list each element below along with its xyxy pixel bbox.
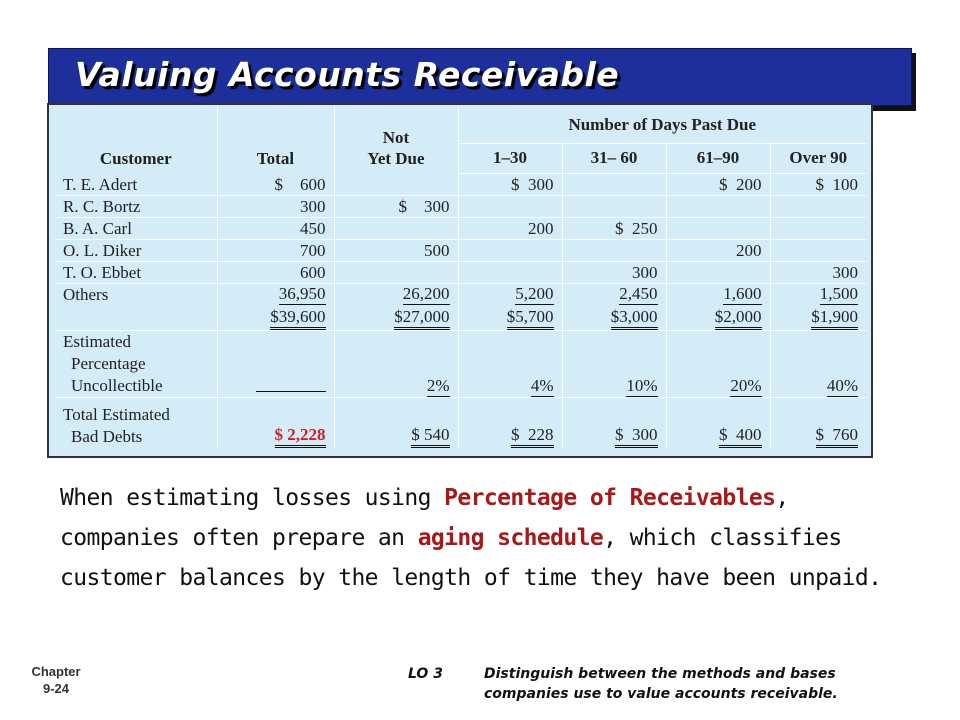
cell-notdue <box>334 173 458 195</box>
cell-31-60 <box>562 195 666 217</box>
not-yet-due-line1: Not <box>382 128 410 147</box>
bad-61-90-value: $ 400 <box>719 425 762 448</box>
cell-over-90: $ 100 <box>770 173 866 195</box>
percentage-label <box>55 331 217 398</box>
table-row <box>55 283 866 305</box>
cell-61-90 <box>666 217 770 239</box>
cell-31-60 <box>562 305 666 331</box>
cell-1-30 <box>458 305 562 331</box>
cell-empty <box>55 305 217 331</box>
cell-notdue <box>334 398 458 448</box>
cell-61-90 <box>666 195 770 217</box>
table-row <box>55 173 866 195</box>
cell-61-90: 200 <box>666 239 770 261</box>
title-bar <box>48 48 912 106</box>
cell-customer: R. C. Bortz <box>55 195 217 217</box>
bad-debts-row <box>55 398 866 448</box>
cell-notdue <box>334 217 458 239</box>
table-row <box>55 261 866 283</box>
cell-61-90 <box>666 283 770 305</box>
chapter-page-number: 9-24 <box>42 681 70 696</box>
cell-total: 600 <box>217 261 334 283</box>
cell-61-90 <box>666 398 770 448</box>
cell-total <box>217 398 334 448</box>
highlight-aging-schedule: aging schedule <box>417 525 604 551</box>
cell-over-90 <box>770 331 866 398</box>
chapter-label <box>26 663 86 697</box>
cell-over-90 <box>770 398 866 448</box>
chapter-text: Chapter <box>31 664 81 679</box>
body-text-part2: , companies often prepare an <box>60 485 789 551</box>
col-header-1-30: 1–30 <box>458 143 562 173</box>
slide-title: Valuing Accounts Receivable <box>75 55 620 94</box>
pct-label-line3: Uncollectible <box>71 376 163 395</box>
cell-1-30: $ 300 <box>458 173 562 195</box>
cell-31-60 <box>562 283 666 305</box>
aging-table <box>55 107 866 448</box>
table-row <box>55 239 866 261</box>
cell-61-90 <box>666 261 770 283</box>
table-row <box>55 217 866 239</box>
cell-1-30 <box>458 283 562 305</box>
cell-total: $ 600 <box>217 173 334 195</box>
col-header-61-90: 61–90 <box>666 143 770 173</box>
bad-1-30-value: $ 228 <box>511 425 554 448</box>
cell-total <box>217 283 334 305</box>
aging-schedule-table <box>47 103 873 458</box>
body-text-part3: , which classifies customer balances by the length of time they have been unpaid. <box>60 525 882 591</box>
col-header-over-90: Over 90 <box>770 143 866 173</box>
bad-label-line2: Bad Debts <box>71 426 143 446</box>
not-yet-due-line2: Yet Due <box>367 149 425 168</box>
bad-31-60-value: $ 300 <box>615 425 658 448</box>
cell-over-90 <box>770 217 866 239</box>
cell-total: 450 <box>217 217 334 239</box>
others-notdue-value: 26,200 <box>402 283 450 303</box>
cell-61-90 <box>666 331 770 398</box>
col-header-31-60: 31– 60 <box>562 143 666 173</box>
cell-61-90: $ 200 <box>666 173 770 195</box>
pct-61-90-value: 20% <box>730 376 762 395</box>
lo-text-line1: Distinguish between the methods and bases <box>484 666 836 682</box>
cell-customer: O. L. Diker <box>55 239 217 261</box>
cell-over-90 <box>770 305 866 331</box>
cell-notdue: $ 300 <box>334 195 458 217</box>
pct-1-30-value: 4% <box>530 376 554 395</box>
col-header-total: Total <box>217 107 334 173</box>
cell-total: 700 <box>217 239 334 261</box>
table-row <box>55 195 866 217</box>
others-31-60-value: 2,450 <box>619 283 658 303</box>
cell-31-60 <box>562 398 666 448</box>
highlight-percentage-of-receivables: Percentage of Receivables <box>444 485 776 511</box>
pct-31-60-value: 10% <box>626 376 658 395</box>
col-header-days-past-due: Number of Days Past Due <box>458 107 866 143</box>
pct-notdue-value: 2% <box>426 376 450 395</box>
cell-notdue <box>334 305 458 331</box>
cell-over-90 <box>770 239 866 261</box>
bad-notdue-value: $ 540 <box>411 425 449 448</box>
cell-over-90 <box>770 195 866 217</box>
lo-code: LO 3 <box>408 666 443 682</box>
over-90-total-value: $1,900 <box>811 307 858 330</box>
cell-customer: Others <box>55 283 217 305</box>
cell-1-30: 200 <box>458 217 562 239</box>
d1-30-total-value: $5,700 <box>507 307 554 330</box>
bad-over-90-value: $ 760 <box>816 425 859 448</box>
pct-over-90-value: 40% <box>826 376 858 395</box>
others-1-30-value: 5,200 <box>515 283 554 303</box>
d61-90-total-value: $2,000 <box>715 307 762 330</box>
others-total-value: 36,950 <box>278 283 326 303</box>
grand-total-value: $39,600 <box>270 307 325 330</box>
cell-customer: T. E. Adert <box>55 173 217 195</box>
lo-text-line2: companies use to value accounts receivable. <box>484 686 838 702</box>
others-61-90-value: 1,600 <box>723 283 762 303</box>
cell-notdue <box>334 261 458 283</box>
cell-1-30 <box>458 261 562 283</box>
cell-total: 300 <box>217 195 334 217</box>
cell-customer: B. A. Carl <box>55 217 217 239</box>
cell-notdue <box>334 331 458 398</box>
others-over-90-value: 1,500 <box>819 283 858 303</box>
notdue-total-value: $27,000 <box>394 307 449 330</box>
cell-over-90: 300 <box>770 261 866 283</box>
body-text-part1: When estimating losses using <box>60 485 445 511</box>
cell-31-60: $ 250 <box>562 217 666 239</box>
cell-31-60: 300 <box>562 261 666 283</box>
cell-1-30 <box>458 239 562 261</box>
pct-label-line1: Estimated <box>63 332 131 351</box>
bad-debt-total-value: $ 2,228 <box>275 425 326 448</box>
totals-row <box>55 305 866 331</box>
cell-total <box>217 331 334 398</box>
cell-31-60 <box>562 239 666 261</box>
cell-1-30 <box>458 195 562 217</box>
explanation-paragraph <box>60 478 910 598</box>
cell-notdue: 500 <box>334 239 458 261</box>
bad-debts-label <box>55 398 217 448</box>
d31-60-total-value: $3,000 <box>611 307 658 330</box>
cell-1-30 <box>458 398 562 448</box>
cell-over-90 <box>770 283 866 305</box>
cell-total <box>217 305 334 331</box>
cell-61-90 <box>666 305 770 331</box>
col-header-customer: Customer <box>55 107 217 173</box>
bad-label-line1: Total Estimated <box>63 404 170 424</box>
cell-31-60 <box>562 173 666 195</box>
percentage-row <box>55 331 866 398</box>
col-header-not-yet-due <box>334 107 458 173</box>
cell-1-30 <box>458 331 562 398</box>
cell-customer: T. O. Ebbet <box>55 261 217 283</box>
cell-notdue <box>334 283 458 305</box>
cell-31-60 <box>562 331 666 398</box>
blank-rule <box>256 391 326 392</box>
pct-label-line2: Percentage <box>71 354 146 373</box>
